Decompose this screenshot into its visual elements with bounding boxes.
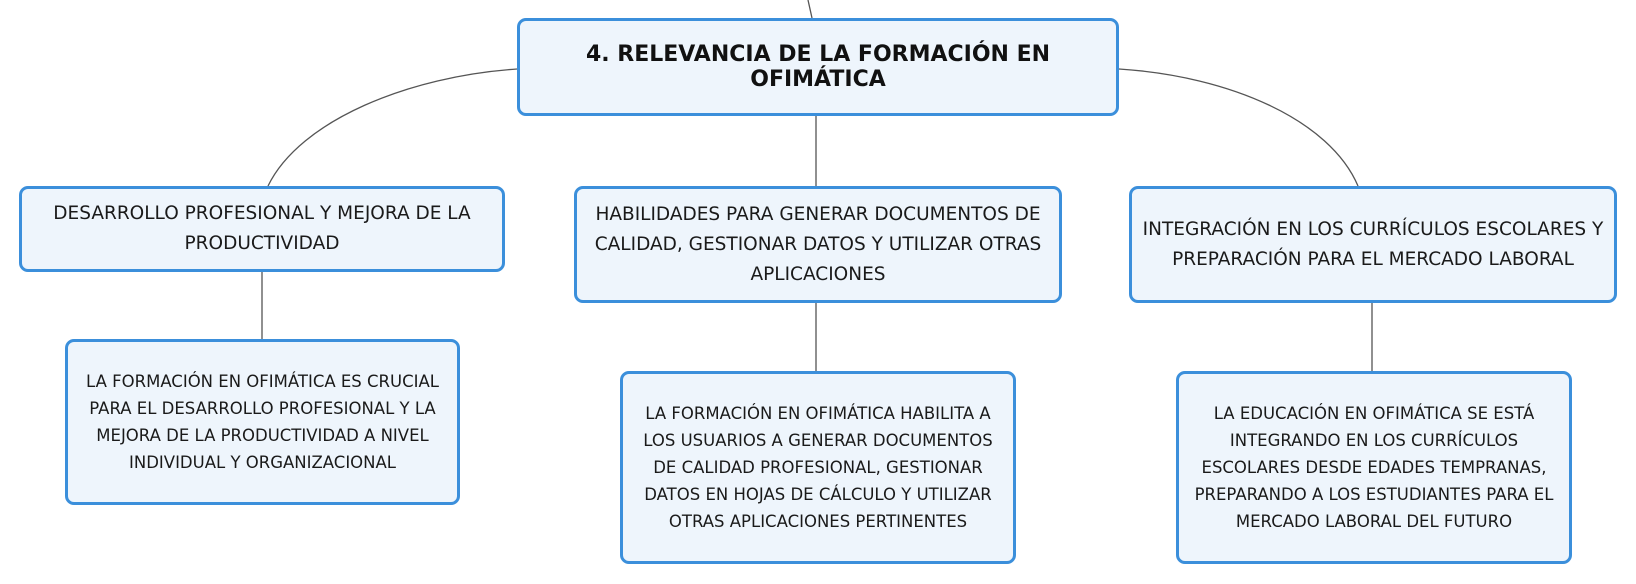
branch-node-integracion-curriculos[interactable] (1129, 186, 1617, 303)
root-topic-node[interactable] (517, 18, 1119, 116)
branch-label: DESARROLLO PROFESIONAL Y MEJORA DE LA PRODUCTIVIDAD (53, 203, 471, 254)
branch-node-habilidades[interactable] (574, 186, 1062, 303)
branch-label: HABILIDADES PARA GENERAR DOCUMENTOS DE CALIDAD, GESTIONAR DATOS Y UTILIZAR OTRAS APLICACIONES (594, 203, 1042, 285)
detail-label: LA FORMACIÓN EN OFIMÁTICA HABILITA A LOS USUARIOS A GENERAR DOCUMENTOS DE CALIDAD PROFESIONAL, GESTIONAR DATOS EN HOJAS DE CÁLCULO Y UTILIZAR OTRAS APLICACIONES PERTINENTES (643, 404, 993, 531)
detail-label: LA FORMACIÓN EN OFIMÁTICA ES CRUCIAL PARA EL DESARROLLO PROFESIONAL Y LA MEJORA DE LA PRODUCTIVIDAD A NIVEL INDIVIDUAL Y ORGANIZACIONAL (86, 372, 439, 472)
detail-label: LA EDUCACIÓN EN OFIMÁTICA SE ESTÁ INTEGRANDO EN LOS CURRÍCULOS ESCOLARES DESDE EDADES TEMPRANAS, PREPARANDO A LOS ESTUDIANTES PARA EL MERCADO LABORAL DEL FUTURO (1194, 404, 1554, 531)
detail-node-desarrollo-profesional[interactable] (65, 339, 460, 505)
connector-root-parent (808, 0, 812, 18)
root-topic-label: 4. RELEVANCIA DE LA FORMACIÓN EN OFIMÁTICA (585, 42, 1051, 92)
detail-node-habilidades[interactable] (620, 371, 1016, 564)
connector-root-branch-3 (1119, 69, 1358, 186)
branch-node-desarrollo-profesional[interactable] (19, 186, 505, 272)
connector-root-branch-1 (268, 69, 517, 186)
detail-node-integracion-curriculos[interactable] (1176, 371, 1572, 564)
branch-label: INTEGRACIÓN EN LOS CURRÍCULOS ESCOLARES Y PREPARACIÓN PARA EL MERCADO LABORAL (1142, 218, 1604, 270)
